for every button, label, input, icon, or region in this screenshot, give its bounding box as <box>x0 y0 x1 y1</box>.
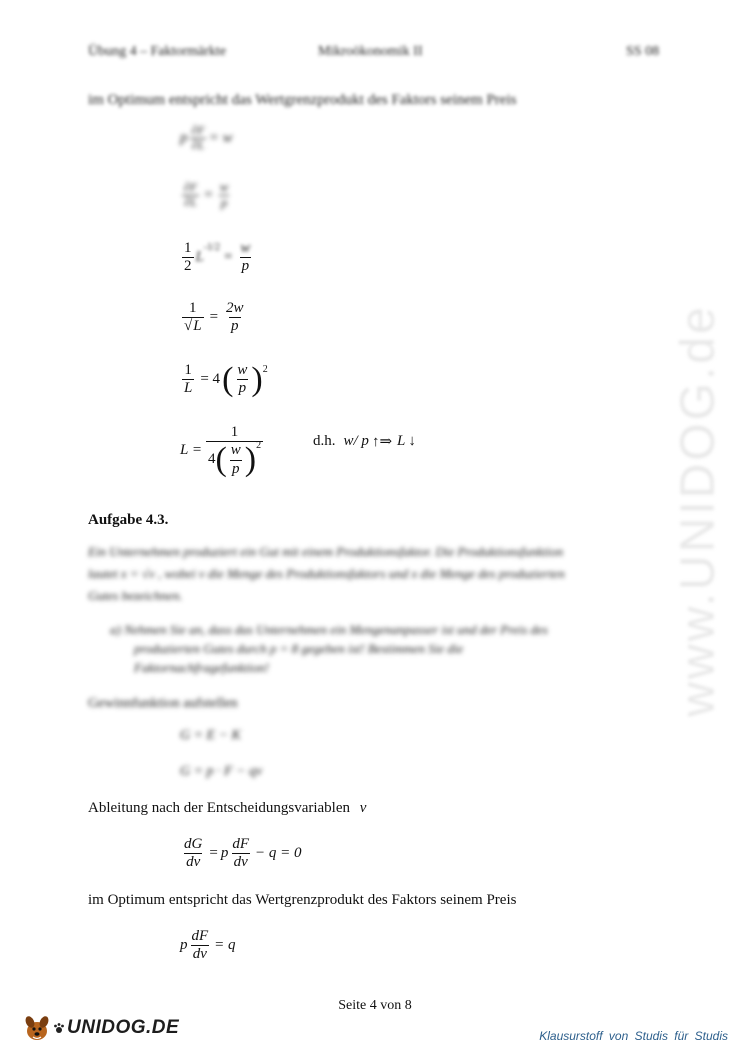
header-left: Übung 4 – Faktormärkte <box>88 44 227 59</box>
deq-p: p <box>220 845 229 862</box>
eq5-den: L <box>184 380 193 397</box>
dog-icon <box>22 1013 52 1043</box>
oeq-df-den: dv <box>192 946 207 963</box>
equation-4 <box>180 300 248 336</box>
eq6-inum: w <box>230 442 241 459</box>
note-dh <box>313 432 416 451</box>
eq4-l: L <box>193 318 202 335</box>
intro-bottom-text: im Optimum entspricht das Wertgrenzprodukt des Faktors seinem Preis <box>88 892 517 908</box>
equation-optimum <box>180 928 236 964</box>
gewinn-eq-2: G = p · F − qv <box>180 764 263 779</box>
equation-derivative <box>180 836 301 872</box>
intro-top-text: im Optimum entspricht das Wertgrenzprodukt des Faktors seinem Preis <box>88 92 517 108</box>
eq5-num: 1 <box>184 362 192 378</box>
eq4-rnum: 2w <box>226 300 244 316</box>
eq5-inum: w <box>237 362 248 378</box>
eq5-eq: = 4 <box>200 371 221 388</box>
sub-a-1: a) Nehmen Sie an, dass das Unternehmen ein Mengenanpasser ist und der Preis des <box>110 622 548 637</box>
footer-tagline: Klausurstoff von Studis für Studis <box>539 1029 728 1043</box>
eq6-four: 4 <box>207 451 216 468</box>
eq3-rden: p <box>241 258 250 275</box>
note-prefix: d.h. <box>313 433 336 449</box>
deq-df-den: dv <box>233 854 248 871</box>
sub-a-3: Faktornachfragefunktion! <box>134 660 270 675</box>
equation-5: $\frac{1}{L}$ = 4 ( $\frac{w}{p}$ ) 2 <box>184 360 268 398</box>
task-heading: Aufgabe 4.3. <box>88 512 169 528</box>
page-number: Seite 4 von 8 <box>338 998 412 1013</box>
eq2-den: ∂L <box>184 194 197 209</box>
deq-eq: = <box>209 845 218 862</box>
oeq-df-num: dF <box>191 928 209 944</box>
eq2-rnum: w <box>219 179 229 194</box>
header-center: Mikroökonomik II <box>318 44 423 59</box>
eq5-iden: p <box>238 380 247 397</box>
eq3-num: 1 <box>184 240 192 256</box>
deq-df-num: dF <box>232 836 249 852</box>
deq-tail: − q = 0 <box>254 845 302 862</box>
eq3-rnum: w <box>240 240 251 256</box>
equation-1 <box>180 124 233 153</box>
eq3-eq: = <box>223 249 233 266</box>
watermark <box>668 280 728 740</box>
note-down: ↓ <box>408 433 416 449</box>
task-text-2: lautet x = √v , wobei v die Menge des Produktionsfaktors und x die Menge des produzierten <box>88 566 565 581</box>
ableitung-var: v <box>359 800 367 816</box>
eq3-den: 2 <box>184 258 192 275</box>
ableitung-label: Ableitung nach der Entscheidungsvariablen <box>88 800 351 816</box>
note-arrows: ↑⇒ <box>371 434 393 450</box>
unidog-logo <box>22 1013 179 1043</box>
oeq-p: p <box>180 937 188 954</box>
deq-dg-den: dv <box>186 854 201 871</box>
eq4-rden: p <box>231 318 239 335</box>
task-text-3: Gutes bezeichnen. <box>88 588 183 603</box>
eq1-rhs: = w <box>208 129 233 146</box>
eq3-exp: -1/2 <box>203 242 220 254</box>
eq2-num: ∂F <box>184 180 198 195</box>
note-wp: w/ p <box>343 433 369 449</box>
eq6-lhs: L = <box>180 442 202 459</box>
watermark-text: www.UNIDOG.de <box>671 303 725 717</box>
equation-3 <box>180 240 254 276</box>
eq1-den: ∂L <box>191 137 205 152</box>
equation-2 <box>180 180 232 211</box>
eq2-eq: = <box>204 186 213 203</box>
equation-6: L = 1 4 ( $\frac{w}{p}$ ) 2 <box>180 424 262 478</box>
gewinn-eq-1: G = E − K <box>180 728 241 743</box>
eq4-root: √ <box>184 318 193 335</box>
eq2-rden: p <box>220 194 228 210</box>
eq6-iden: p <box>232 460 240 477</box>
eq4-num: 1 <box>189 300 197 316</box>
deq-dg-num: dG <box>184 836 203 852</box>
eq1-num: ∂F <box>191 123 205 137</box>
paw-icon <box>53 1022 65 1034</box>
eq3-l: L <box>195 249 204 266</box>
task-text-1: Ein Unternehmen produziert ein Gut mit einem Produktionsfaktor. Die Produktionsfunktion <box>88 544 564 559</box>
eq6-exp: 2 <box>256 440 262 452</box>
logo-text: UNIDOG.DE <box>67 1017 180 1038</box>
ableitung-text <box>88 800 366 817</box>
sub-a-2: produzierten Gutes durch p = 8 gegeben ist! Bestimmen Sie die <box>134 641 464 656</box>
note-l: L <box>397 433 406 449</box>
eq5-exp: 2 <box>262 364 268 376</box>
eq6-num: 1 <box>230 424 239 440</box>
header-right: SS 08 <box>626 44 660 59</box>
gewinn-heading: Gewinnfunktion aufstellen <box>88 696 238 711</box>
oeq-tail: = q <box>214 937 236 954</box>
eq1-p: p <box>180 129 188 146</box>
eq4-eq: = <box>209 309 219 326</box>
